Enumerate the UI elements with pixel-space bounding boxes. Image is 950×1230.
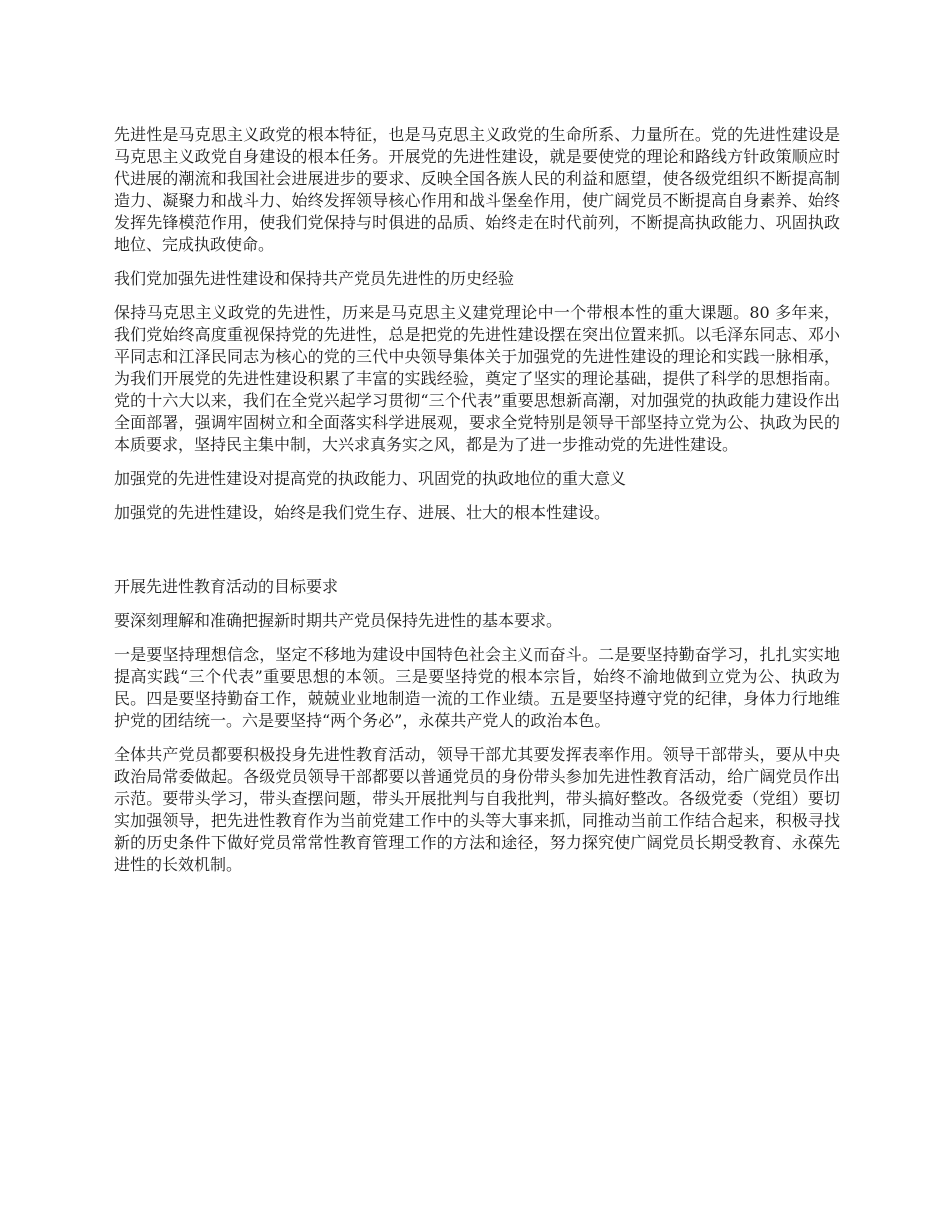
history-paragraph: 保持马克思主义政党的先进性，历来是马克思主义建党理论中一个带根本性的重大课题。80 多年来，我们党始终高度重视保持党的先进性，总是把党的先进性建设摆在突出位置来抓。以毛泽东同志、邓小平同志和江泽民同志为核心的党的三代中央领导集体关于加强党的先进性建设的理论和实践一脉相承，为我们开展党的先进性建设积累了丰富的实践经验，奠定了坚实的理论基础，提供了科学的思想指南。党的十六大以来，我们在全党兴起学习贯彻“三个代表”重要思想新高潮，对加强党的执政能力建设作出全面部署，强调牢固树立和全面落实科学进展观，要求全党特别是领导干部坚持立党为公、执政为民的本质要求，坚持民主集中制，大兴求真务实之风，都是为了进一步推动党的先进性建设。 (114, 303, 840, 454)
section-heading-goals: 开展先进性教育活动的目标要求 (114, 577, 339, 596)
significance-paragraph: 加强党的先进性建设，始终是我们党生存、进展、壮大的根本性建设。 (114, 503, 611, 522)
document-body (114, 124, 840, 888)
goals-leadership-paragraph: 全体共产党员都要积极投身先进性教育活动，领导干部尤其要发挥表率作用。领导干部带头，要从中央政治局常委做起。各级党员领导干部都要以普通党员的身份带头参加先进性教育活动，给广阔党员作出示范。要带头学习，带头查摆问题，带头开展批判与自我批判，带头搞好整改。各级党委（党组）要切实加强领导，把先进性教育作为当前党建工作中的头等大事来抓，同推动当前工作结合起来，积极寻找新的历史条件下做好党员常常性教育管理工作的方法和途径，努力探究使广阔党员长期受教育、永葆先进性的长效机制。 (114, 745, 840, 874)
goals-requirements-paragraph: 一是要坚持理想信念，坚定不移地为建设中国特色社会主义而奋斗。二是要坚持勤奋学习，扎扎实实地提高实践“三个代表”重要思想的本领。三是要坚持党的根本宗旨，始终不渝地做到立党为公、执政为民。四是要坚持勤奋工作，兢兢业业地制造一流的工作业绩。五是要坚持遵守党的纪律，身体力行地维护党的团结统一。六是要坚持“两个务必”，永葆共产党人的政治本色。 (114, 645, 840, 730)
section-spacer (114, 536, 840, 576)
goals-intro-paragraph: 要深刻理解和准确把握新时期共产党员保持先进性的基本要求。 (114, 611, 563, 630)
section-heading-significance: 加强党的先进性建设对提高党的执政能力、巩固党的执政地位的重大意义 (114, 469, 627, 488)
intro-paragraph: 先进性是马克思主义政党的根本特征，也是马克思主义政党的生命所系、力量所在。党的先进性建设是马克思主义政党自身建设的根本任务。开展党的先进性建设，就是要使党的理论和路线方针政策顺应时代进展的潮流和我国社会进展进步的要求、反映全国各族人民的利益和愿望，使各级党组织不断提高制造力、凝聚力和战斗力、始终发挥领导核心作用和战斗堡垒作用，使广阔党员不断提高自身素养、始终发挥先锋模范作用，使我们党保持与时俱进的品质、始终走在时代前列，不断提高执政能力、巩固执政地位、完成执政使命。 (114, 125, 840, 254)
section-heading-history: 我们党加强先进性建设和保持共产党员先进性的历史经验 (114, 269, 515, 288)
